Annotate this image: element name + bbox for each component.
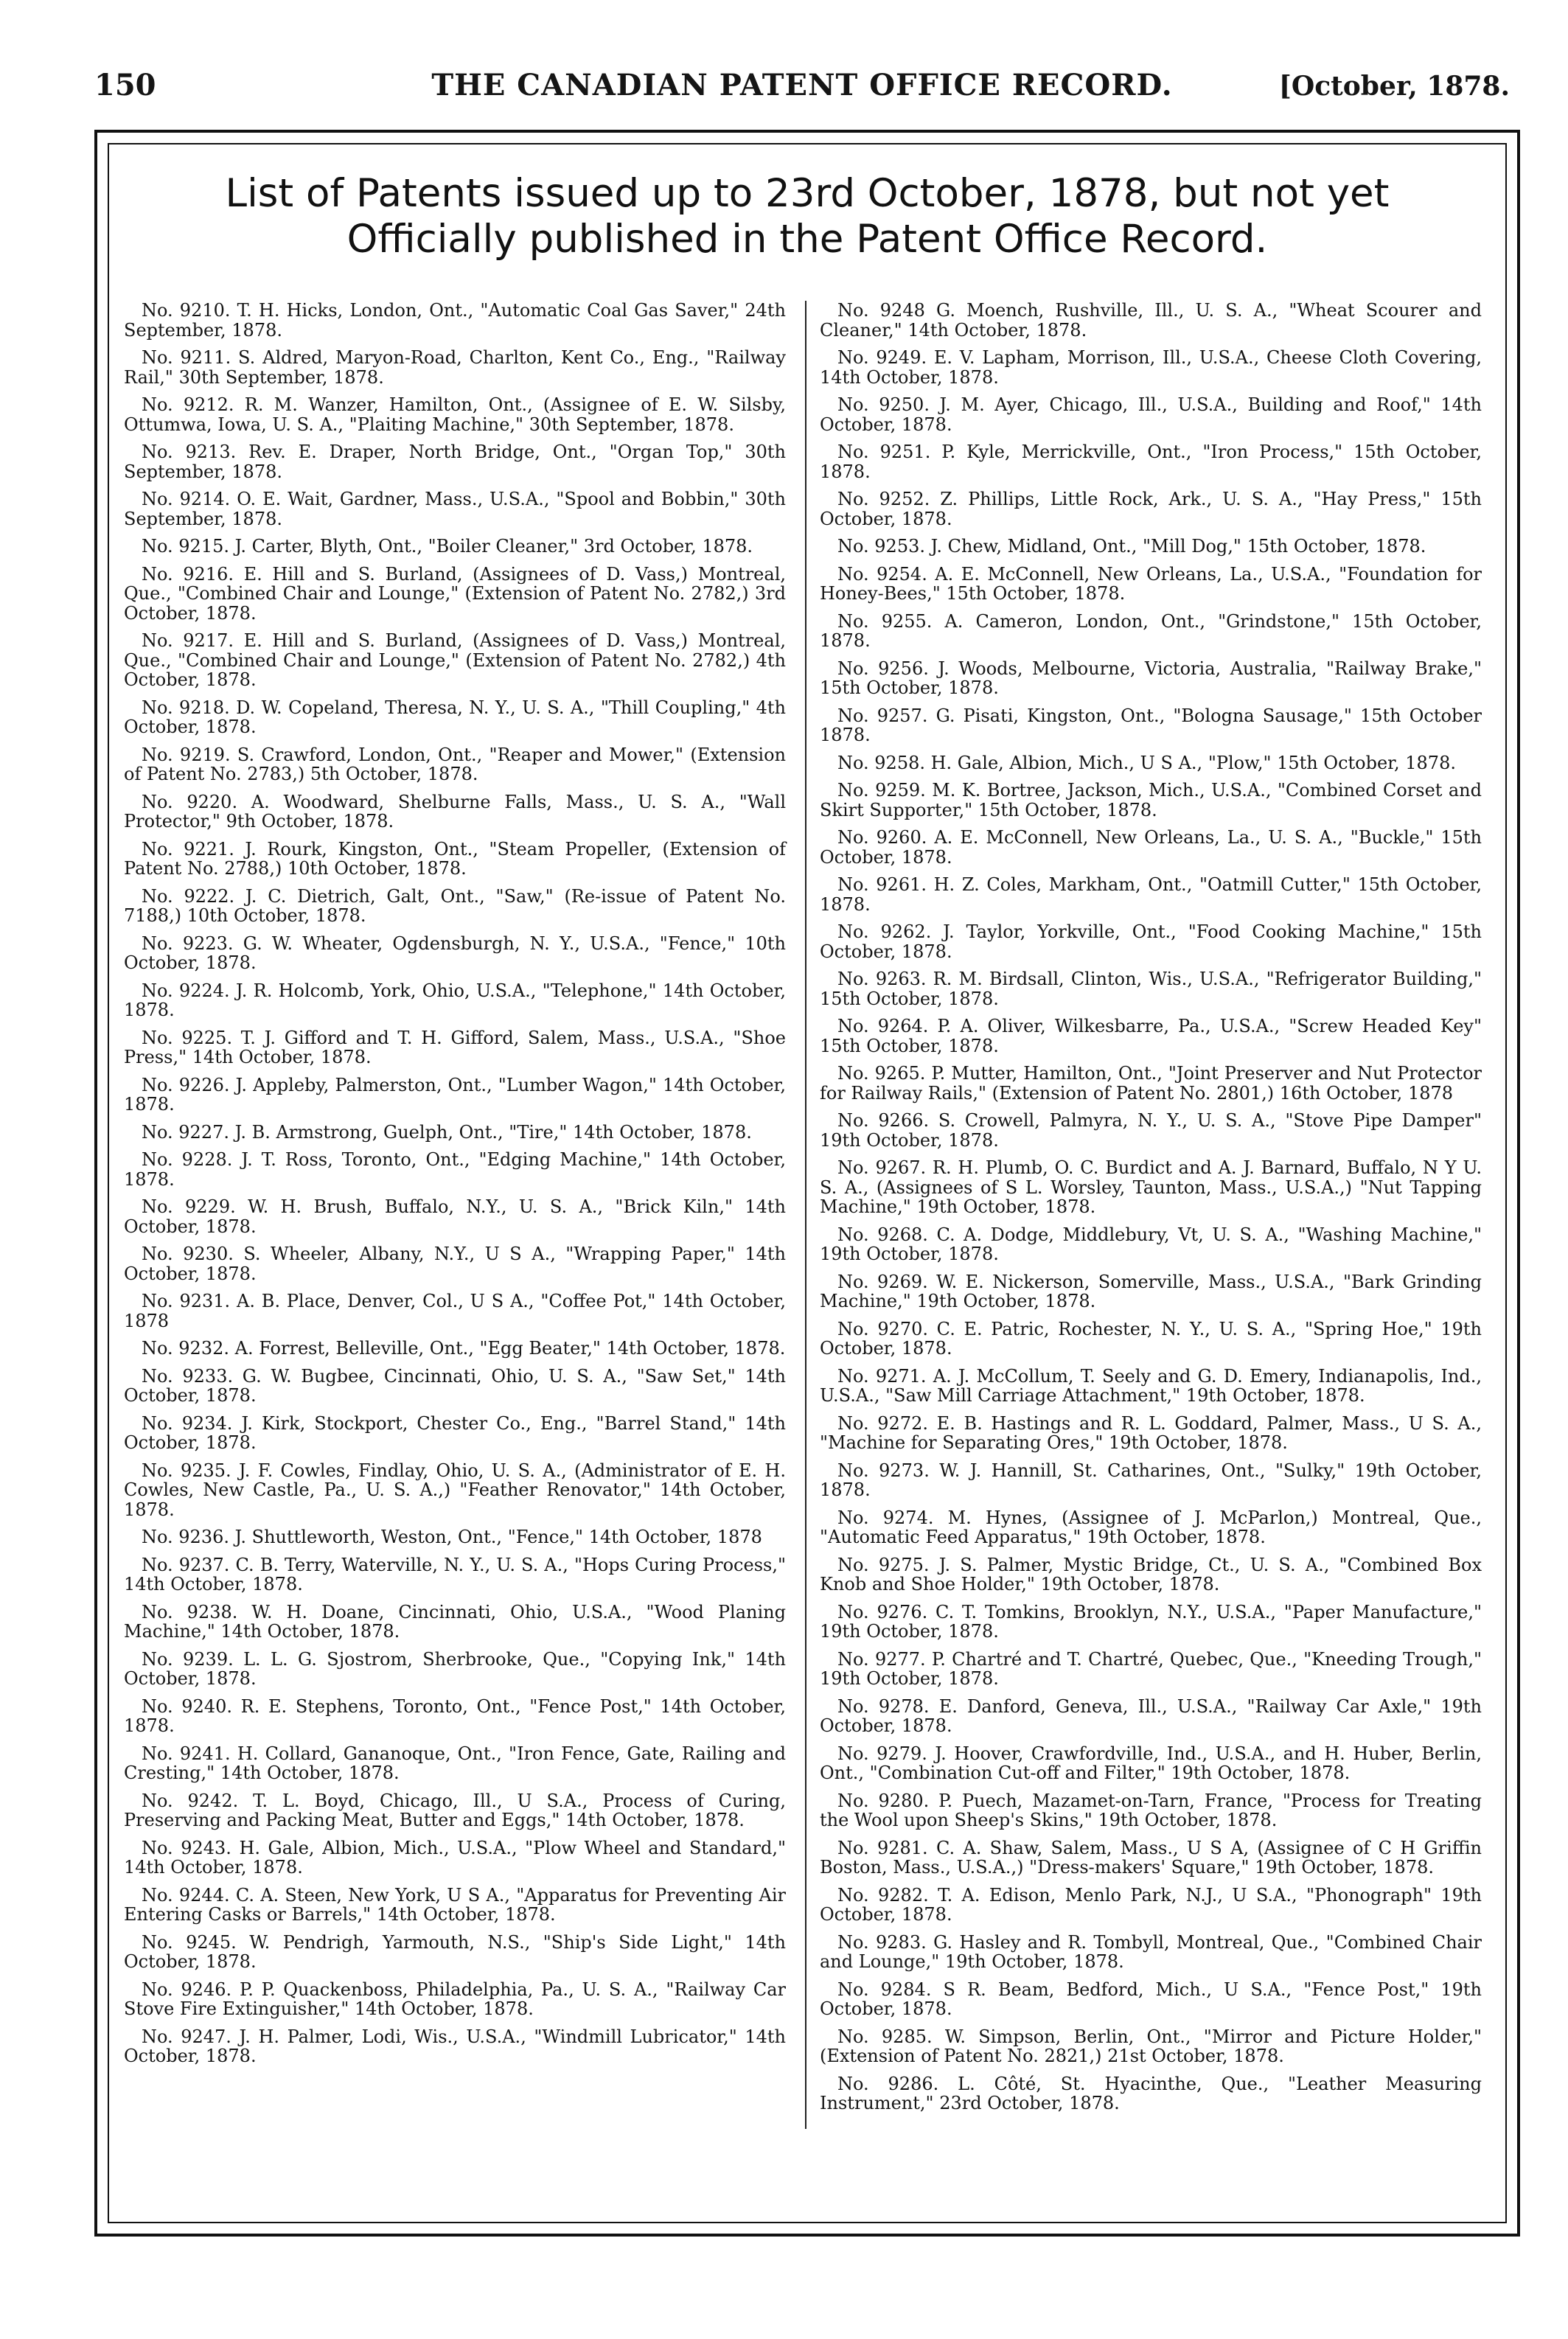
patent-entry: No. 9257. G. Pisati, Kingston, Ont., "Bologna Sausage," 15th October 1878.: [820, 705, 1482, 745]
patent-entry: No. 9245. W. Pendrigh, Yarmouth, N.S., "Ship's Side Light," 14th October, 1878.: [124, 1931, 786, 1972]
patent-entry: No. 9254. A. E. McConnell, New Orleans, La., U.S.A., "Foundation for Honey-Bees," 15th October, 1878.: [820, 563, 1482, 604]
patent-entry: No. 9282. T. A. Edison, Menlo Park, N.J., U S.A., "Phonograph" 19th October, 1878.: [820, 1884, 1482, 1925]
patent-entry: No. 9212. R. M. Wanzer, Hamilton, Ont., (Assignee of E. W. Silsby, Ottumwa, Iowa, U. S. A., "Plaiting Machine," 30th September, 1878.: [124, 394, 786, 435]
patent-entry: No. 9242. T. L. Boyd, Chicago, Ill., U S.A., Process of Curing, Preserving and Packing Meat, Butter and Eggs," 14th October, 1878.: [124, 1790, 786, 1830]
column-divider: [805, 301, 806, 2129]
patent-entry: No. 9215. J. Carter, Blyth, Ont., "Boiler Cleaner," 3rd October, 1878.: [142, 536, 753, 557]
patent-entry: No. 9262. J. Taylor, Yorkville, Ont., "Food Cooking Machine," 15th October, 1878.: [820, 921, 1482, 962]
list-heading: [125, 171, 1489, 262]
patent-entry: No. 9248 G. Moench, Rushville, Ill., U. S. A., "Wheat Scourer and Cleaner," 14th October, 1878.: [820, 300, 1482, 341]
patent-entry: No. 9259. M. K. Bortree, Jackson, Mich., U.S.A., "Combined Corset and Skirt Supporter," 15th October, 1878.: [820, 780, 1482, 820]
patent-entry: No. 9237. C. B. Terry, Waterville, N. Y., U. S. A., "Hops Curing Process," 14th October, 1878.: [124, 1554, 786, 1594]
patent-entry: No. 9247. J. H. Palmer, Lodi, Wis., U.S.A., "Windmill Lubricator," 14th October, 1878.: [124, 2026, 786, 2066]
list-heading-line-1: List of Patents issued up to 23rd October, 1878, but not yet: [225, 171, 1390, 216]
patent-entry: No. 9218. D. W. Copeland, Theresa, N. Y., U. S. A., "Thill Coupling," 4th October, 1878.: [124, 697, 786, 737]
patent-entry: No. 9280. P. Puech, Mazamet-on-Tarn, France, "Process for Treating the Wool upon Sheep's Skins," 19th October, 1878.: [820, 1790, 1482, 1830]
patent-entry: No. 9239. L. L. G. Sjostrom, Sherbrooke, Que., "Copying Ink," 14th October, 1878.: [124, 1648, 786, 1689]
patent-entry: No. 9267. R. H. Plumb, O. C. Burdict and A. J. Barnard, Buffalo, N Y U. S. A., (Assignees of S L. Worsley, Taunton, Mass., U.S.A.,) "Nut Tapping Machine," 19th October, 1878.: [820, 1157, 1482, 1217]
patent-entry: No. 9243. H. Gale, Albion, Mich., U.S.A., "Plow Wheel and Standard," 14th October, 1878.: [124, 1837, 786, 1878]
patent-entry: No. 9240. R. E. Stephens, Toronto, Ont., "Fence Post," 14th October, 1878.: [124, 1695, 786, 1736]
patent-entry: No. 9224. J. R. Holcomb, York, Ohio, U.S.A., "Telephone," 14th October, 1878.: [124, 980, 786, 1020]
patent-entry: No. 9283. G. Hasley and R. Tombyll, Montreal, Que., "Combined Chair and Lounge," 19th October, 1878.: [820, 1931, 1482, 1972]
patent-entry: No. 9228. J. T. Ross, Toronto, Ont., "Edging Machine," 14th October, 1878.: [124, 1149, 786, 1190]
right-column: [820, 301, 1482, 2122]
patent-entry: No. 9211. S. Aldred, Maryon-Road, Charlton, Kent Co., Eng., "Railway Rail," 30th September, 1878.: [124, 347, 786, 388]
patent-entry: No. 9246. P. P. Quackenboss, Philadelphia, Pa., U. S. A., "Railway Car Stove Fire Extinguisher," 14th October, 1878.: [124, 1979, 786, 2019]
patent-entry: No. 9219. S. Crawford, London, Ont., "Reaper and Mower," (Extension of Patent No. 2783,) 5th October, 1878.: [124, 744, 786, 784]
patent-entry: No. 9225. T. J. Gifford and T. H. Gifford, Salem, Mass., U.S.A., "Shoe Press," 14th October, 1878.: [124, 1027, 786, 1067]
patent-entry: No. 9235. J. F. Cowles, Findlay, Ohio, U. S. A., (Administrator of E. H. Cowles, New Castle, Pa., U. S. A.,) "Feather Renovator," 14th October, 1878.: [124, 1460, 786, 1520]
patent-entry: No. 9251. P. Kyle, Merrickville, Ont., "Iron Process," 15th October, 1878.: [820, 442, 1482, 482]
patent-entry: No. 9233. G. W. Bugbee, Cincinnati, Ohio, U. S. A., "Saw Set," 14th October, 1878.: [124, 1365, 786, 1406]
patent-entry: No. 9210. T. H. Hicks, London, Ont., "Automatic Coal Gas Saver," 24th September, 1878.: [124, 300, 786, 341]
left-column: [124, 301, 786, 2074]
patent-entry: No. 9269. W. E. Nickerson, Somerville, Mass., U.S.A., "Bark Grinding Machine," 19th October, 1878.: [820, 1271, 1482, 1311]
patent-entry: No. 9255. A. Cameron, London, Ont., "Grindstone," 15th October, 1878.: [820, 610, 1482, 651]
patent-entry: No. 9256. J. Woods, Melbourne, Victoria, Australia, "Railway Brake," 15th October, 1878.: [820, 658, 1482, 698]
patent-entry: No. 9217. E. Hill and S. Burland, (Assignees of D. Vass,) Montreal, Que., "Combined Chair and Lounge," (Extension of Patent No. 2782,) 4th October, 1878.: [124, 630, 786, 690]
patent-entry: No. 9220. A. Woodward, Shelburne Falls, Mass., U. S. A., "Wall Protector," 9th October, 1878.: [124, 791, 786, 832]
page-number: 150: [94, 68, 156, 102]
patent-entry: No. 9226. J. Appleby, Palmerston, Ont., "Lumber Wagon," 14th October, 1878.: [124, 1074, 786, 1115]
patent-entry: No. 9222. J. C. Dietrich, Galt, Ont., "Saw," (Re-issue of Patent No. 7188,) 10th October, 1878.: [124, 885, 786, 926]
patent-entry: No. 9278. E. Danford, Geneva, Ill., U.S.A., "Railway Car Axle," 19th October, 1878.: [820, 1695, 1482, 1736]
patent-entry: No. 9265. P. Mutter, Hamilton, Ont., "Joint Preserver and Nut Protector for Railway Rails," (Extension of Patent No. 2801,) 16th October, 1878: [820, 1063, 1482, 1104]
patent-entry: No. 9229. W. H. Brush, Buffalo, N.Y., U. S. A., "Brick Kiln," 14th October, 1878.: [124, 1196, 786, 1237]
list-heading-line-2: Officially published in the Patent Office Record.: [346, 217, 1268, 262]
patent-entry: No. 9281. C. A. Shaw, Salem, Mass., U S A, (Assignee of C H Griffin Boston, Mass., U.S.A.,) "Dress-makers' Square," 19th October, 1878.: [820, 1837, 1482, 1878]
patent-entry: No. 9238. W. H. Doane, Cincinnati, Ohio, U.S.A., "Wood Planing Machine," 14th October, 1878.: [124, 1601, 786, 1642]
patent-entry: No. 9244. C. A. Steen, New York, U S A., "Apparatus for Preventing Air Entering Casks or Barrels," 14th October, 1878.: [124, 1884, 786, 1925]
patent-entry: No. 9232. A. Forrest, Belleville, Ont., "Egg Beater," 14th October, 1878.: [142, 1338, 786, 1359]
patent-entry: No. 9214. O. E. Wait, Gardner, Mass., U.S.A., "Spool and Bobbin," 30th September, 1878.: [124, 489, 786, 529]
patent-entry: No. 9258. H. Gale, Albion, Mich., U S A., "Plow," 15th October, 1878.: [837, 752, 1456, 773]
patent-entry: No. 9231. A. B. Place, Denver, Col., U S A., "Coffee Pot," 14th October, 1878: [124, 1291, 786, 1331]
patent-entry: No. 9285. W. Simpson, Berlin, Ont., "Mirror and Picture Holder," (Extension of Patent No. 2821,) 21st October, 1878.: [820, 2026, 1482, 2066]
patent-entry: No. 9284. S R. Beam, Bedford, Mich., U S.A., "Fence Post," 19th October, 1878.: [820, 1979, 1482, 2019]
patent-entry: No. 9272. E. B. Hastings and R. L. Goddard, Palmer, Mass., U S. A., "Machine for Separating Ores," 19th October, 1878.: [820, 1412, 1482, 1453]
patent-entry: No. 9213. Rev. E. Draper, North Bridge, Ont., "Organ Top," 30th September, 1878.: [124, 442, 786, 482]
patent-entry: No. 9260. A. E. McConnell, New Orleans, La., U. S. A., "Buckle," 15th October, 1878.: [820, 827, 1482, 868]
patent-entry: No. 9216. E. Hill and S. Burland, (Assignees of D. Vass,) Montreal, Que., "Combined Chair and Lounge," (Extension of Patent No. 2782,) 3rd October, 1878.: [124, 563, 786, 624]
patent-entry: No. 9230. S. Wheeler, Albany, N.Y., U S A., "Wrapping Paper," 14th October, 1878.: [124, 1244, 786, 1284]
patent-entry: No. 9234. J. Kirk, Stockport, Chester Co., Eng., "Barrel Stand," 14th October, 1878.: [124, 1412, 786, 1453]
patent-entry: No. 9223. G. W. Wheater, Ogdensburgh, N. Y., U.S.A., "Fence," 10th October, 1878.: [124, 933, 786, 973]
patent-entry: No. 9271. A. J. McCollum, T. Seely and G. D. Emery, Indianapolis, Ind., U.S.A., "Saw Mill Carriage Attachment," 19th October, 1878.: [820, 1365, 1482, 1406]
patent-entry: No. 9221. J. Rourk, Kingston, Ont., "Steam Propeller, (Extension of Patent No. 2788,) 10th October, 1878.: [124, 838, 786, 879]
patent-entry: No. 9268. C. A. Dodge, Middlebury, Vt, U. S. A., "Washing Machine," 19th October, 1878.: [820, 1224, 1482, 1264]
patent-entry: No. 9250. J. M. Ayer, Chicago, Ill., U.S.A., Building and Roof," 14th October, 1878.: [820, 394, 1482, 435]
patent-entry: No. 9236. J. Shuttleworth, Weston, Ont., "Fence," 14th October, 1878: [142, 1527, 762, 1547]
patent-entry: No. 9261. H. Z. Coles, Markham, Ont., "Oatmill Cutter," 15th October, 1878.: [820, 874, 1482, 915]
patent-entry: No. 9275. J. S. Palmer, Mystic Bridge, Ct., U. S. A., "Combined Box Knob and Shoe Holder," 19th October, 1878.: [820, 1554, 1482, 1594]
patent-entry: No. 9277. P. Chartré and T. Chartré, Quebec, Que., "Kneeding Trough," 19th October, 1878.: [820, 1648, 1482, 1689]
patent-entry: No. 9276. C. T. Tomkins, Brooklyn, N.Y., U.S.A., "Paper Manufacture," 19th October, 1878.: [820, 1601, 1482, 1642]
patent-entry: No. 9273. W. J. Hannill, St. Catharines, Ont., "Sulky," 19th October, 1878.: [820, 1460, 1482, 1500]
patent-entry: No. 9252. Z. Phillips, Little Rock, Ark., U. S. A., "Hay Press," 15th October, 1878.: [820, 489, 1482, 529]
patent-entry: No. 9249. E. V. Lapham, Morrison, Ill., U.S.A., Cheese Cloth Covering, 14th October, 1878.: [820, 347, 1482, 388]
patent-entry: No. 9263. R. M. Birdsall, Clinton, Wis., U.S.A., "Refrigerator Building," 15th October, 1878.: [820, 969, 1482, 1009]
patent-entry: No. 9266. S. Crowell, Palmyra, N. Y., U. S. A., "Stove Pipe Damper" 19th October, 1878.: [820, 1110, 1482, 1151]
patent-entry: No. 9241. H. Collard, Gananoque, Ont., "Iron Fence, Gate, Railing and Cresting," 14th October, 1878.: [124, 1743, 786, 1783]
patent-entry: No. 9227. J. B. Armstrong, Guelph, Ont., "Tire," 14th October, 1878.: [142, 1121, 752, 1143]
patent-entry: No. 9264. P. A. Oliver, Wilkesbarre, Pa., U.S.A., "Screw Headed Key" 15th October, 1878.: [820, 1016, 1482, 1056]
issue-date: [October, 1878.: [1278, 71, 1510, 102]
patent-entry: No. 9286. L. Côté, St. Hyacinthe, Que., "Leather Measuring Instrument," 23rd October, 1878.: [820, 2073, 1482, 2113]
patent-entry: No. 9253. J. Chew, Midland, Ont., "Mill Dog," 15th October, 1878.: [837, 536, 1426, 557]
patent-entry: No. 9279. J. Hoover, Crawfordville, Ind., U.S.A., and H. Huber, Berlin, Ont., "Combination Cut-off and Filter," 19th October, 1878.: [820, 1743, 1482, 1783]
journal-title: THE CANADIAN PATENT OFFICE RECORD.: [431, 68, 1173, 102]
patent-entry: No. 9270. C. E. Patric, Rochester, N. Y., U. S. A., "Spring Hoe," 19th October, 1878.: [820, 1318, 1482, 1359]
patent-entry: No. 9274. M. Hynes, (Assignee of J. McParlon,) Montreal, Que., "Automatic Feed Apparatus," 19th October, 1878.: [820, 1507, 1482, 1547]
running-head: [94, 68, 1510, 112]
